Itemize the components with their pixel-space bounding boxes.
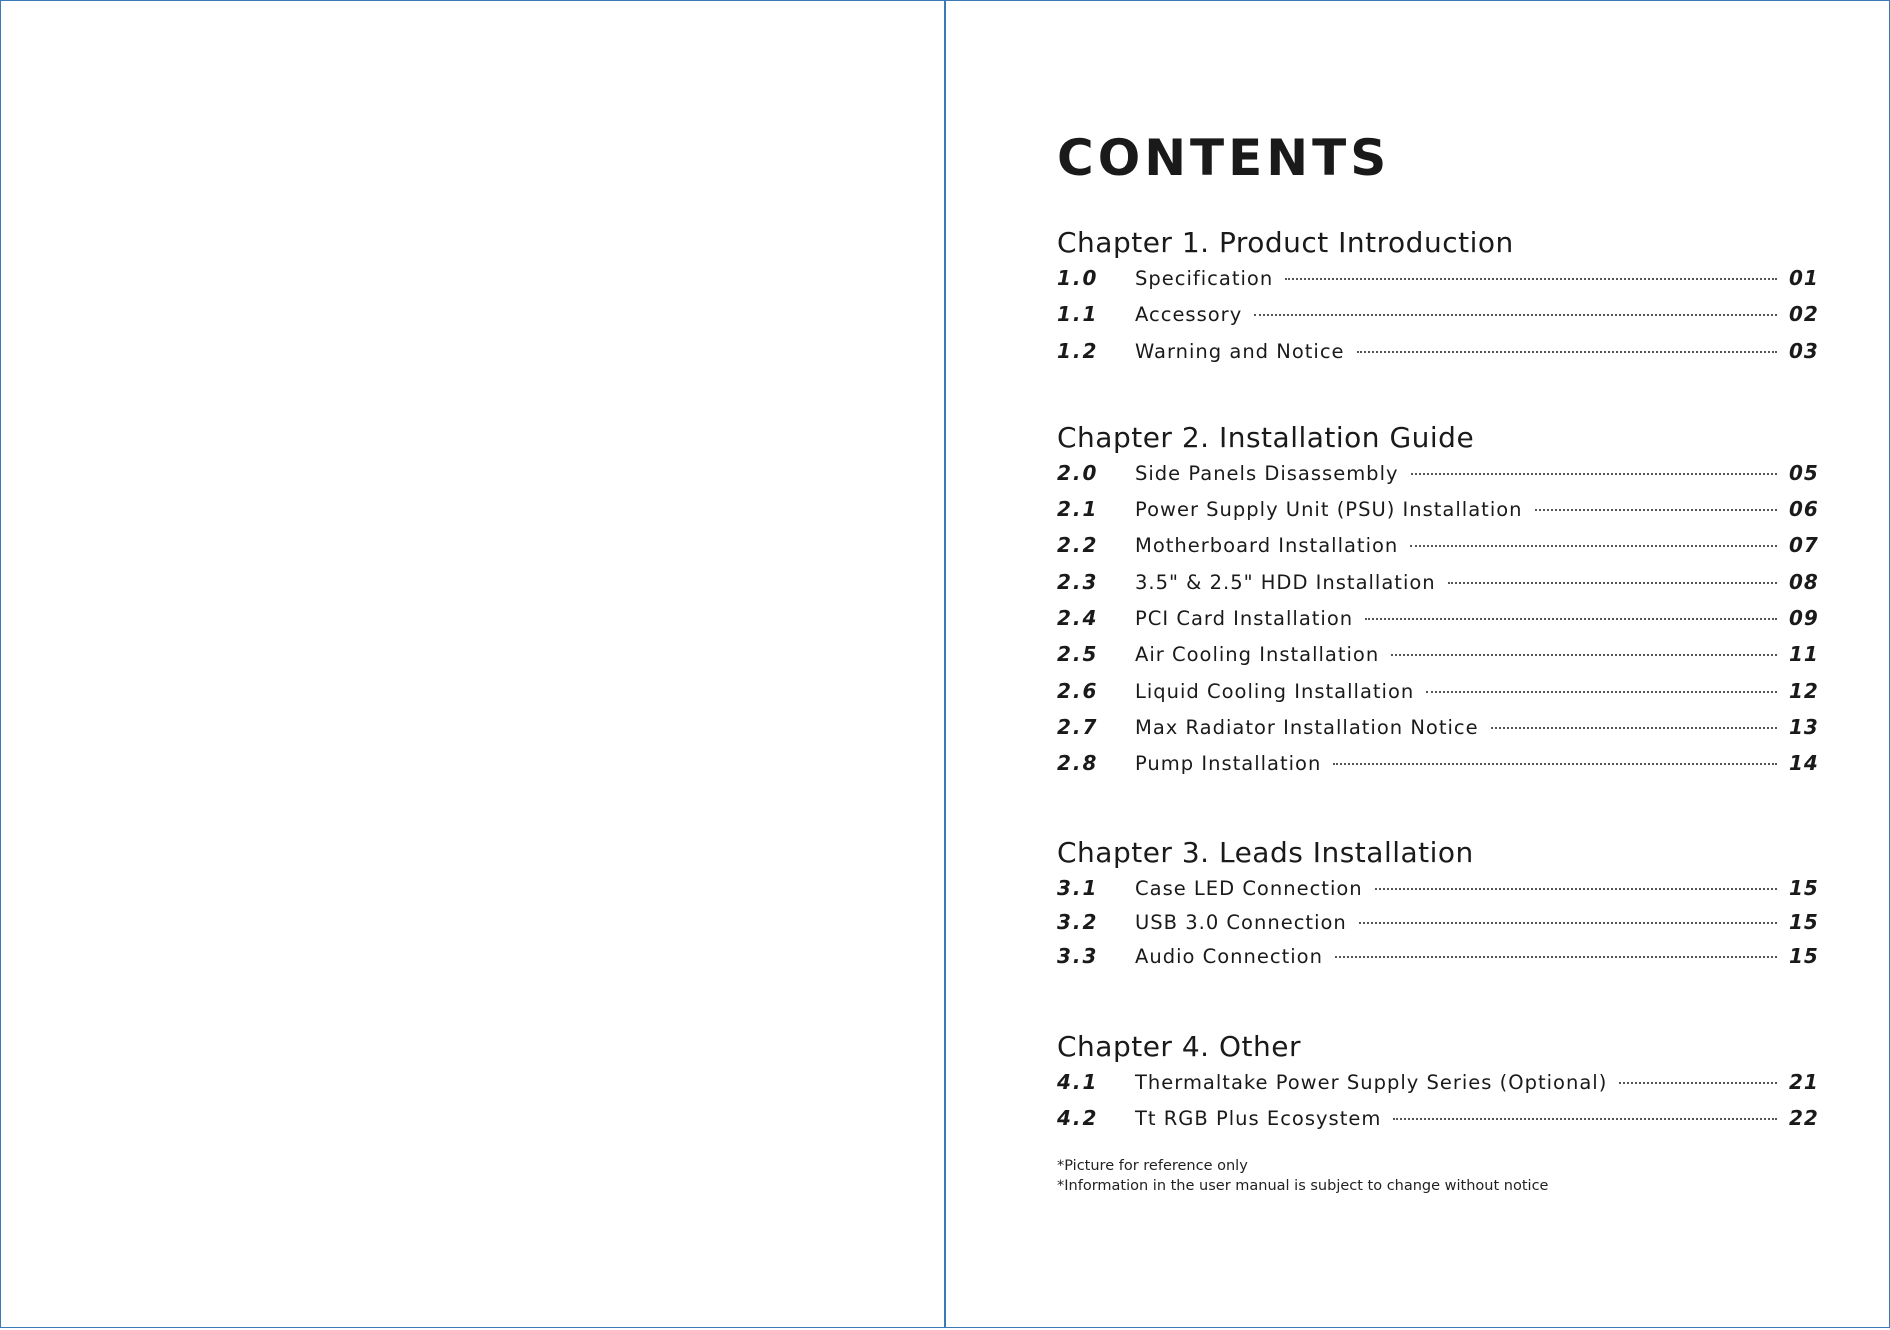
- entry-number: 1.2: [1057, 338, 1099, 363]
- footnotes: [1057, 1156, 1817, 1196]
- entry-label: Pump Installation: [1135, 752, 1322, 776]
- toc-entry: [1057, 497, 1817, 533]
- entry-number: 3.1: [1057, 875, 1099, 900]
- chapter-1: [1057, 226, 1817, 375]
- toc-entry: [1057, 679, 1817, 715]
- dot-leader: [1375, 888, 1777, 890]
- chapter-4: [1057, 1030, 1817, 1143]
- toc-entry: [1057, 266, 1817, 302]
- entry-page: 08: [1789, 569, 1819, 594]
- entry-label: Motherboard Installation: [1135, 534, 1399, 558]
- entry-page: 14: [1789, 751, 1819, 776]
- entry-label: Liquid Cooling Installation: [1135, 679, 1415, 703]
- entry-page: 09: [1789, 606, 1819, 631]
- dot-leader: [1491, 727, 1777, 729]
- dot-leader: [1365, 618, 1777, 620]
- entry-number: 2.7: [1057, 714, 1099, 739]
- footnote: *Picture for reference only: [1057, 1158, 1248, 1175]
- toc-entry: [1057, 1106, 1817, 1142]
- toc-entry: [1057, 1070, 1817, 1106]
- entry-number: 2.0: [1057, 460, 1099, 485]
- chapter-3: [1057, 836, 1817, 978]
- dot-leader: [1448, 582, 1777, 584]
- toc-entry: [1057, 570, 1817, 606]
- entry-page: 01: [1789, 266, 1819, 290]
- entry-page: 05: [1789, 460, 1819, 485]
- entry-label: Side Panels Disassembly: [1135, 461, 1399, 485]
- dot-leader: [1359, 922, 1777, 924]
- left-page-blank: [0, 0, 946, 1328]
- dot-leader: [1333, 763, 1777, 765]
- dot-leader: [1619, 1082, 1777, 1084]
- entry-label: Power Supply Unit (PSU) Installation: [1135, 498, 1523, 522]
- entry-page: 15: [1789, 909, 1819, 934]
- entry-page: 06: [1789, 497, 1819, 522]
- entry-page: 22: [1789, 1105, 1819, 1130]
- toc-entry: [1057, 461, 1817, 497]
- entry-page: 12: [1789, 678, 1819, 703]
- dot-leader: [1535, 509, 1777, 511]
- entry-page: 02: [1789, 302, 1819, 327]
- entry-label: PCI Card Installation: [1135, 607, 1354, 631]
- entry-label: Specification: [1135, 267, 1274, 290]
- toc-entry: [1057, 642, 1817, 678]
- dot-leader: [1426, 691, 1777, 693]
- dot-leader: [1357, 351, 1777, 353]
- entry-label: Audio Connection: [1135, 944, 1323, 968]
- entry-page: 15: [1789, 875, 1819, 900]
- chapter-heading: Chapter 4. Other: [1057, 1029, 1301, 1063]
- chapter-heading: Chapter 1. Product Introduction: [1057, 226, 1514, 259]
- entry-page: 11: [1789, 642, 1819, 667]
- toc-entry: [1057, 944, 1817, 978]
- toc-entry: [1057, 606, 1817, 642]
- toc-entry: [1057, 876, 1817, 910]
- entry-label: Max Radiator Installation Notice: [1135, 715, 1479, 739]
- dot-leader: [1411, 473, 1777, 475]
- entry-number: 2.6: [1057, 678, 1099, 703]
- entry-page: 13: [1789, 714, 1819, 739]
- toc-entry: [1057, 910, 1817, 944]
- toc-entry: [1057, 533, 1817, 569]
- toc-entry: [1057, 339, 1817, 375]
- chapter-heading: Chapter 2. Installation Guide: [1057, 420, 1475, 454]
- toc-entry: [1057, 751, 1817, 787]
- entry-number: 4.1: [1057, 1069, 1099, 1094]
- dot-leader: [1391, 654, 1777, 656]
- dot-leader: [1285, 278, 1777, 280]
- toc-entry: [1057, 715, 1817, 751]
- entry-label: Accessory: [1135, 303, 1243, 327]
- entry-label: Air Cooling Installation: [1135, 643, 1380, 667]
- entry-page: 15: [1789, 943, 1819, 968]
- entry-number: 2.8: [1057, 751, 1099, 776]
- dot-leader: [1335, 956, 1777, 958]
- toc-entry: [1057, 302, 1817, 338]
- contents-title: CONTENTS: [1057, 129, 1391, 187]
- entry-number: 1.1: [1057, 302, 1099, 327]
- entry-number: 2.5: [1057, 642, 1099, 667]
- table-of-contents: [1057, 130, 1817, 1196]
- entry-page: 21: [1789, 1069, 1819, 1094]
- entry-number: 3.2: [1057, 909, 1099, 934]
- entry-label: Warning and Notice: [1135, 339, 1345, 363]
- entry-label: 3.5" & 2.5" HDD Installation: [1135, 570, 1436, 594]
- entry-label: Tt RGB Plus Ecosystem: [1135, 1106, 1382, 1130]
- footnote: *Information in the user manual is subject to change without notice: [1057, 1178, 1549, 1195]
- dot-leader: [1254, 314, 1777, 316]
- entry-label: Thermaltake Power Supply Series (Optional): [1135, 1070, 1608, 1094]
- entry-number: 3.3: [1057, 943, 1099, 968]
- entry-label: Case LED Connection: [1135, 876, 1363, 900]
- entry-number: 2.3: [1057, 569, 1099, 594]
- entry-page: 03: [1789, 338, 1819, 363]
- entry-number: 1.0: [1057, 266, 1099, 290]
- dot-leader: [1393, 1118, 1777, 1120]
- entry-label: USB 3.0 Connection: [1135, 910, 1347, 934]
- entry-number: 2.4: [1057, 606, 1099, 631]
- entry-page: 07: [1789, 533, 1819, 558]
- dot-leader: [1410, 545, 1777, 547]
- entry-number: 2.2: [1057, 533, 1099, 558]
- chapter-2: [1057, 421, 1817, 788]
- chapter-heading: Chapter 3. Leads Installation: [1057, 835, 1474, 869]
- entry-number: 2.1: [1057, 497, 1099, 522]
- entry-number: 4.2: [1057, 1105, 1099, 1130]
